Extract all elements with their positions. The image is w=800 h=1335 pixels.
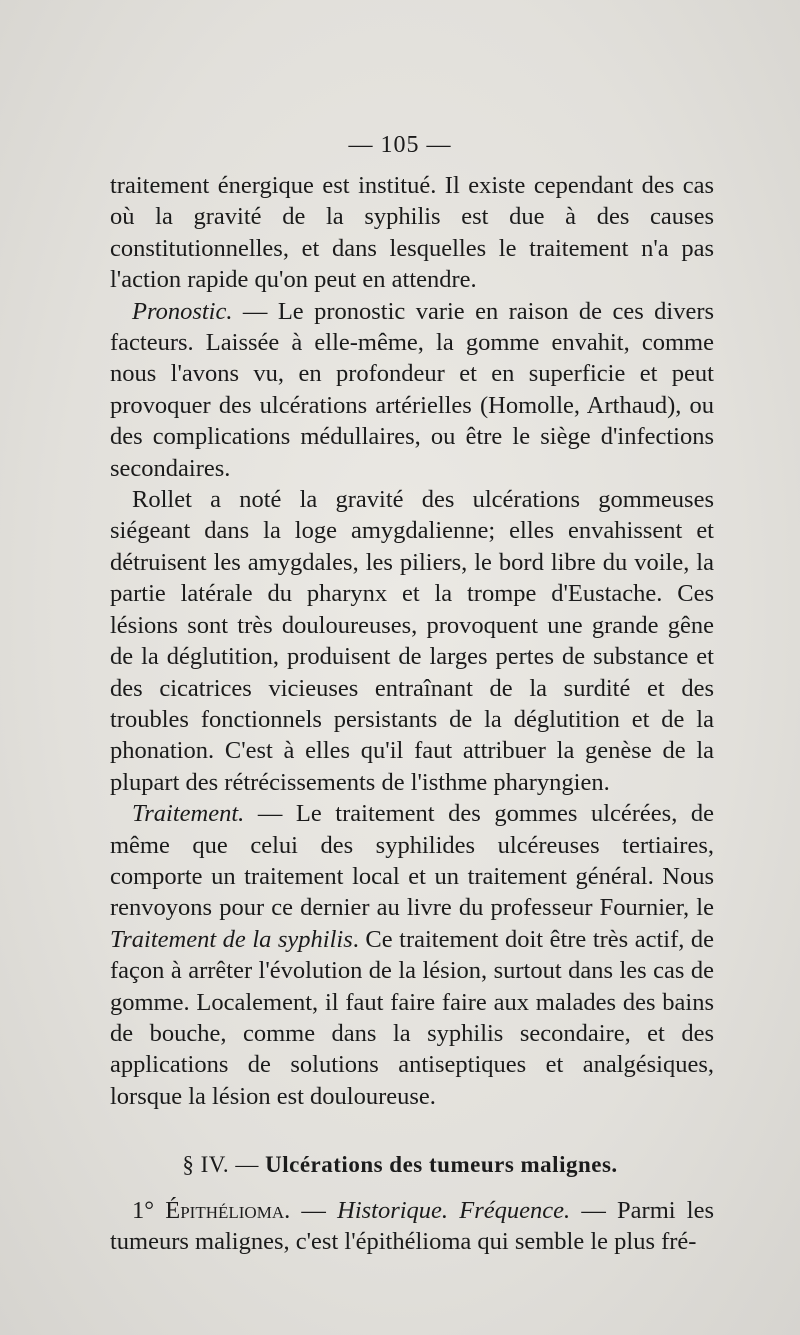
section-symbol: § IV. — bbox=[182, 1152, 266, 1177]
traitement-text-a: Le traitement des gommes ulcérées, de même que celui des syphilides ulcéreuses tertiaires, comporte un traitement local et un traitement général. Nous renvoyons pour ce dernier au livre du professeur Fournier, le bbox=[110, 800, 714, 922]
paragraph-1: traitement énergique est institué. Il existe cependant des cas où la gravité de la syphilis est due à des causes constitutionnelles, et dans lesquelles le traitement n'a pas l'action rapide qu'on peut en attendre. bbox=[110, 172, 714, 294]
epithelioma-text: Parmi les tumeurs malignes, c'est l'épithélioma qui semble le plus fré- bbox=[110, 1197, 714, 1256]
paragraph-epithelioma bbox=[110, 1195, 714, 1258]
section-title: Ulcérations des tumeurs malignes. bbox=[265, 1152, 618, 1177]
traitement-text-b: . Ce traitement doit être très actif, de façon à arrêter l'évolution de la lésion, surtout dans les cas de gomme. Localement, il faut faire faire aux malades des bains de bouche, comme dans la syphilis secondaire, et des applications de solutions antiseptiques et analgésiques, lorsque la lésion est douloureuse. bbox=[110, 925, 714, 1110]
epithelioma-number: 1° bbox=[132, 1197, 166, 1224]
paragraph-traitement bbox=[110, 798, 714, 1112]
epithelioma-subtitle: Historique. Fréquence. bbox=[337, 1197, 571, 1224]
pronostic-label: Pronostic. bbox=[132, 297, 233, 325]
book-title: Traitement de la syphilis bbox=[110, 925, 353, 953]
epithelioma-text bbox=[110, 1195, 714, 1258]
traitement-label: Traitement. bbox=[132, 800, 245, 828]
traitement-dash: — bbox=[244, 800, 296, 828]
pronostic-text: Le pronostic varie en raison de ces divers facteurs. Laissée à elle-même, la gomme envahit, comme nous l'avons vu, en profondeur et en superficie et peut provoquer des ulcérations artérielles (Homolle, Arthaud), ou des complications médullaires, ou être le siège d'infections secondaires. bbox=[110, 297, 715, 482]
main-text bbox=[110, 170, 714, 1112]
epithelioma-dash-2: — bbox=[570, 1197, 618, 1224]
pronostic-dash: — bbox=[232, 297, 278, 325]
epithelioma-dash-1: — bbox=[290, 1197, 338, 1224]
paragraph-rollet: Rollet a noté la gravité des ulcérations gommeuses siégeant dans la loge amygdalienne; elles envahissent et détruisent les amygdales, les piliers, le bord libre du voile, la partie latérale du pharynx et la trompe d'Eustache. Ces lésions sont très douloureuses, provoquent une grande gêne de la déglutition, produisent de larges pertes de substance et des cicatrices vicieuses entraînant de la surdité et des troubles fonctionnels persistants de la déglutition et de la phonation. C'est à elles qu'il faut attribuer la genèse de la plupart des rétrécissements de l'isthme pharyngien. bbox=[110, 486, 714, 796]
page-number: — 105 — bbox=[348, 132, 452, 158]
epithelioma-label: Épithélioma. bbox=[165, 1197, 291, 1224]
section-heading bbox=[0, 1152, 800, 1178]
paragraph-pronostic bbox=[110, 296, 714, 484]
